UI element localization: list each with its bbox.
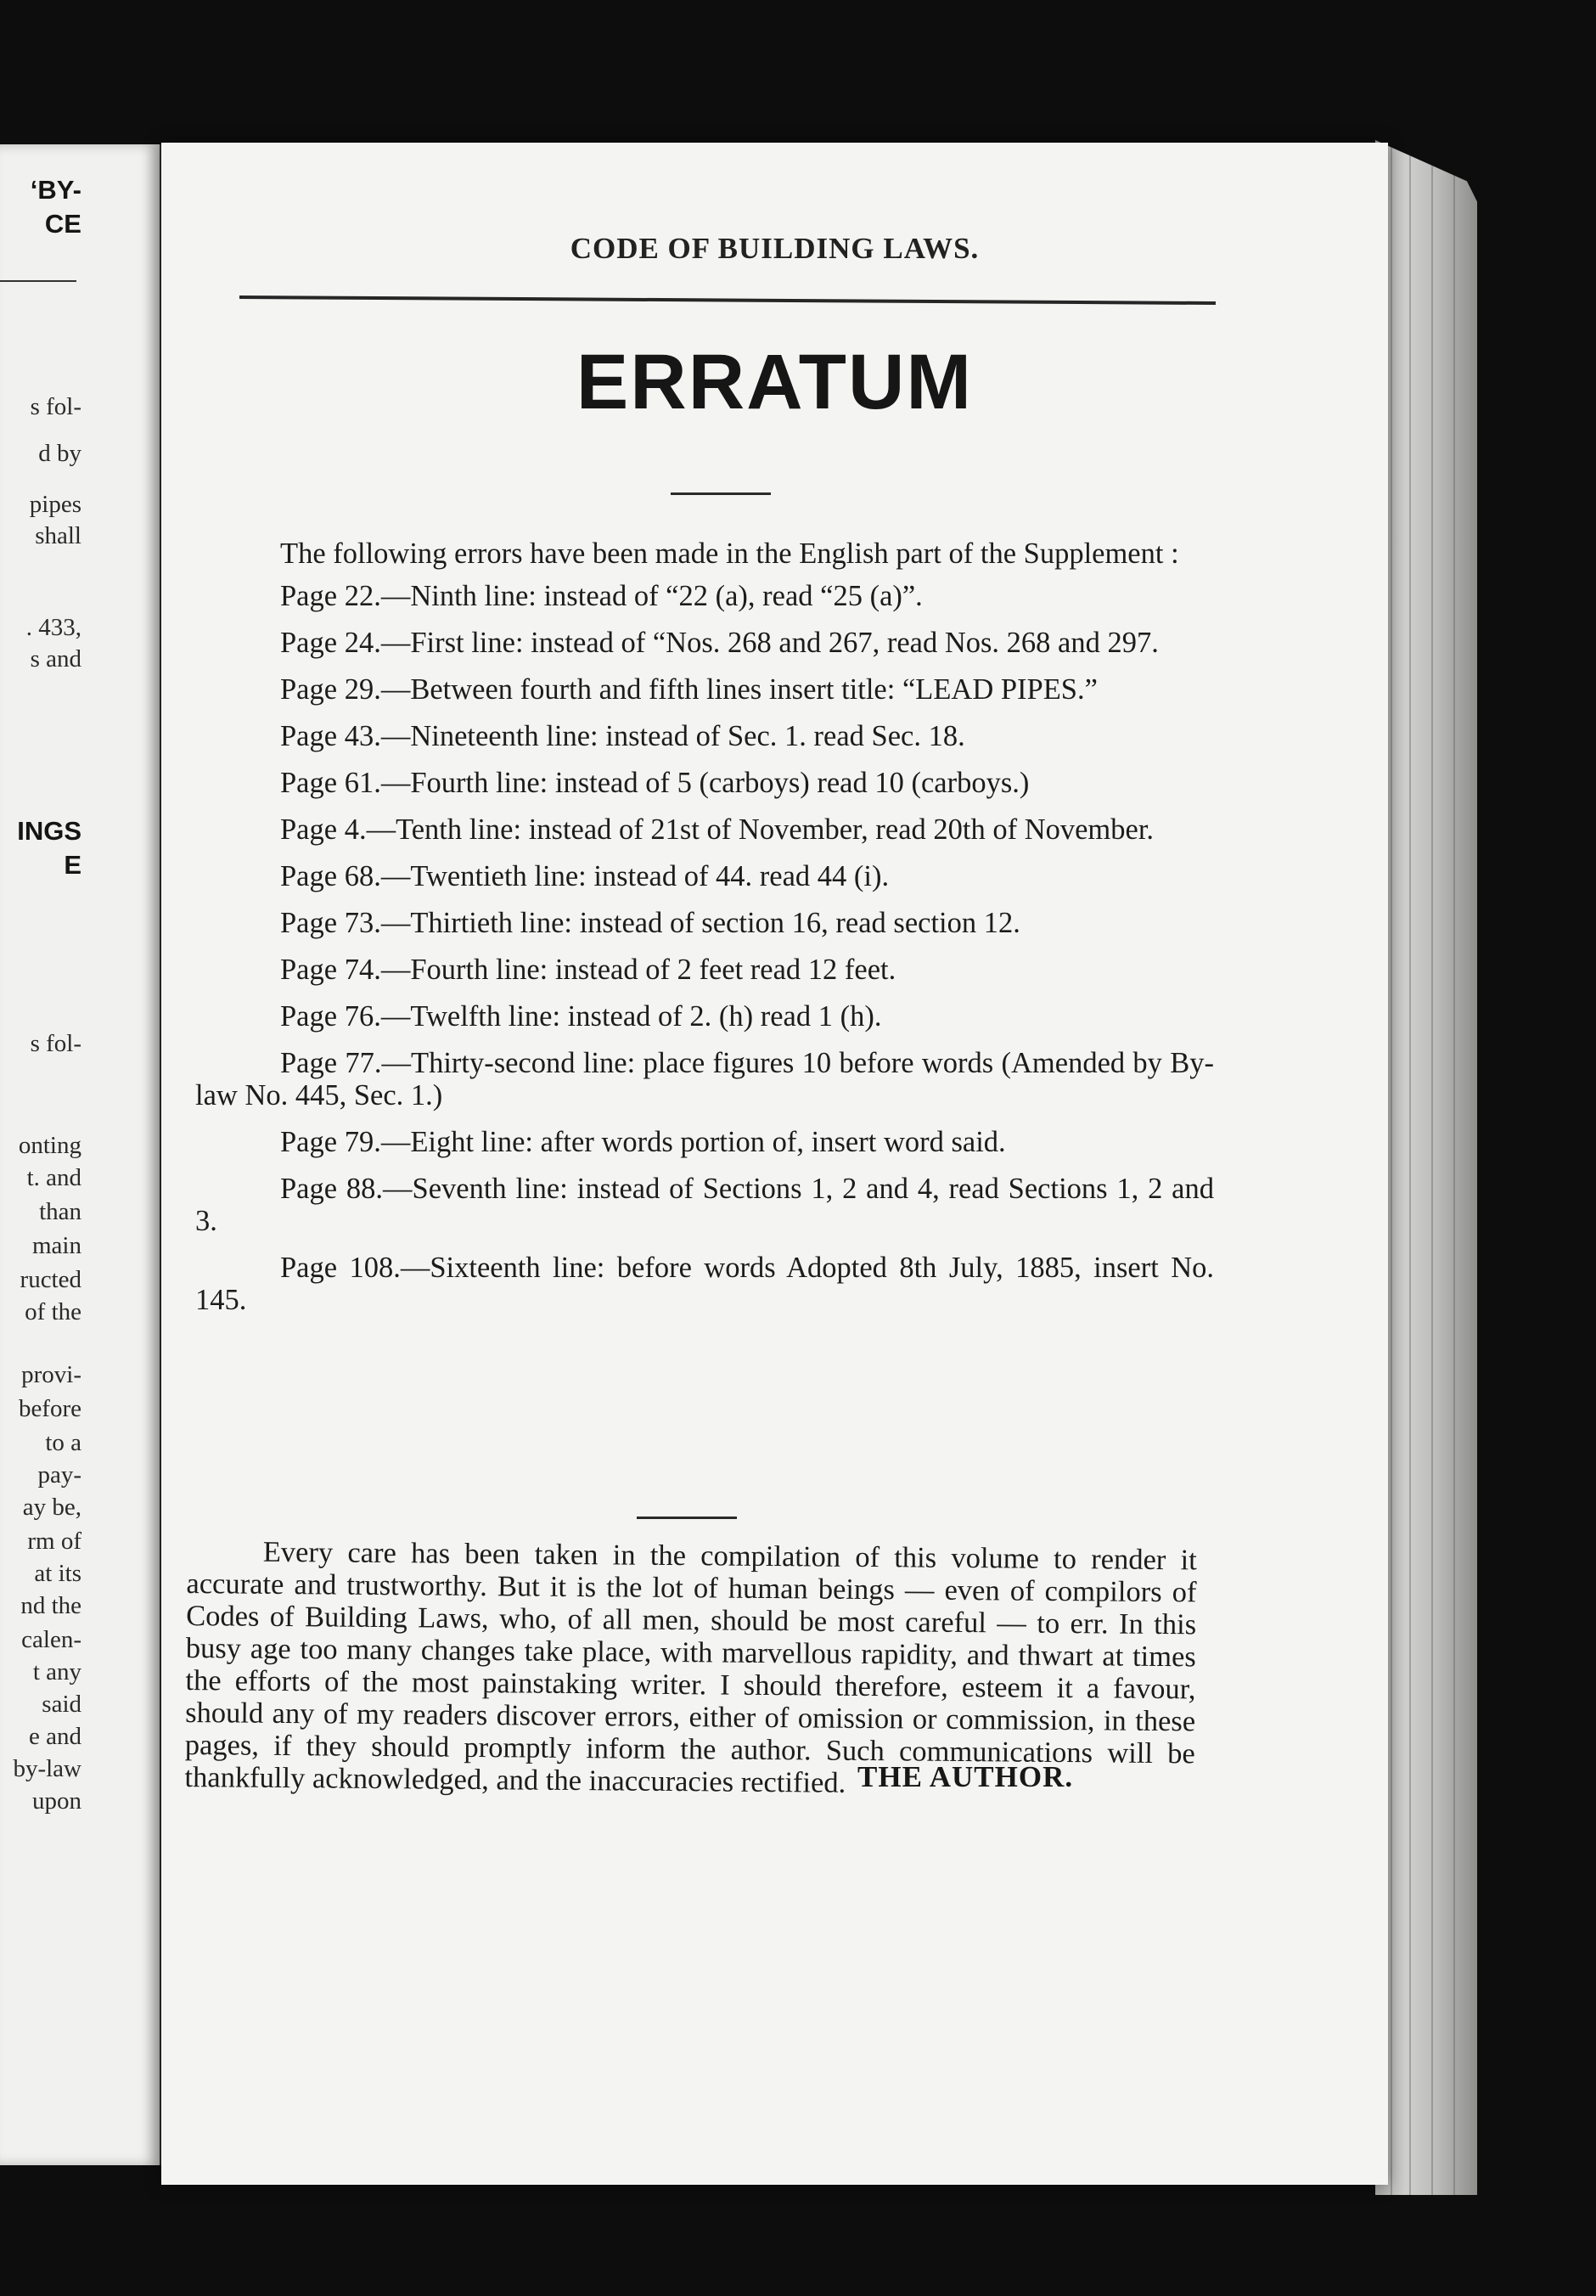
erratum-item: Page 43.—Nineteenth line: instead of Sec. 1. read Sec. 18.	[280, 720, 965, 752]
header-rule	[239, 295, 1216, 305]
left-page-text-fragment: s and	[30, 645, 81, 672]
erratum-item: Page 29.—Between fourth and fifth lines insert title: “LEAD PIPES.”	[280, 673, 1098, 706]
left-page-text-fragment: nd the	[20, 1592, 81, 1619]
left-page-text-fragment: pay-	[37, 1461, 81, 1488]
left-page-text-fragment: ‘BY-	[30, 175, 81, 205]
left-page-text-fragment: provi-	[21, 1361, 81, 1388]
left-page-text-fragment: at its	[34, 1560, 81, 1587]
left-page-text-fragment: ructed	[20, 1266, 81, 1293]
erratum-intro: The following errors have been made in the English part of the Supplement :	[280, 537, 1179, 570]
erratum-item: Page 88.—Seventh line: instead of Sections 1, 2 and 4, read Sections 1, 2 and 3.	[195, 1173, 1214, 1237]
left-page-text-fragment: d by	[38, 440, 81, 467]
erratum-item: Page 108.—Sixteenth line: before words Adopted 8th July, 1885, insert No. 145.	[195, 1252, 1214, 1316]
left-page-text-fragment: t any	[32, 1658, 81, 1685]
left-page-text-fragment: s fol-	[30, 1030, 81, 1057]
left-page-text-fragment: pipes	[29, 491, 81, 518]
page-edge-stack	[1375, 140, 1477, 2195]
erratum-item: Page 4.—Tenth line: instead of 21st of November, read 20th of November.	[280, 813, 1155, 846]
erratum-list	[195, 580, 1214, 1316]
left-page-text-fragment: e and	[29, 1723, 81, 1750]
ornament-rule	[671, 492, 771, 495]
left-page-text-fragment: by-law	[13, 1755, 81, 1782]
erratum-item: Page 68.—Twentieth line: instead of 44. read 44 (i).	[280, 860, 890, 892]
erratum-page	[161, 143, 1388, 2185]
erratum-item: Page 79.—Eight line: after words portion of, insert word said.	[280, 1126, 1006, 1158]
erratum-body	[195, 537, 1214, 1331]
section-divider	[637, 1517, 737, 1519]
erratum-item: Page 76.—Twelfth line: instead of 2. (h) read 1 (h).	[280, 1000, 882, 1033]
erratum-item: Page 77.—Thirty-second line: place figures 10 before words (Amended by By-law No. 445, Sec. 1.)	[195, 1047, 1214, 1111]
running-header: CODE OF BUILDING LAWS.	[570, 232, 980, 265]
erratum-item: Page 22.—Ninth line: instead of “22 (a), read “25 (a)”.	[280, 580, 923, 612]
closing-paragraph: Every care has been taken in the compilation of this volume to render it accurate and trustworthy. But it is the lot of human beings — even of compilors of Codes of Building Laws, who, of all men, should be most careful — to err. In this busy age too many changes take place, with marvellous rapidity, and thwart at times the efforts of the most painstaking writer. I should therefore, esteem it a favour, should any of my readers discover errors, either of omission or commission, in these pages, if they should promptly inform the author. Such communications will be thankfully acknowledged, and the inaccuracies rectified.	[184, 1535, 1197, 1799]
left-page-text-fragment: onting	[18, 1132, 81, 1159]
left-page-text-fragment: INGS	[17, 816, 81, 846]
erratum-item: Page 73.—Thirtieth line: instead of section 16, read section 12.	[280, 907, 1020, 939]
left-page-rule	[0, 280, 76, 282]
left-page-text-fragment: . 433,	[25, 614, 81, 641]
left-page	[0, 144, 160, 2165]
erratum-item: Page 74.—Fourth line: instead of 2 feet read 12 feet.	[280, 954, 896, 986]
left-page-text-fragment: E	[64, 850, 81, 880]
left-page-text-fragment: t. and	[26, 1164, 81, 1191]
left-page-text-fragment: of the	[25, 1298, 81, 1325]
left-page-text-fragment: than	[39, 1198, 81, 1225]
erratum-item: Page 24.—First line: instead of “Nos. 268 and 267, read Nos. 268 and 297.	[280, 627, 1159, 659]
erratum-item: Page 61.—Fourth line: instead of 5 (carboys) read 10 (carboys.)	[280, 767, 1030, 799]
left-page-text-fragment: ay be,	[22, 1494, 81, 1521]
author-signature: THE AUTHOR.	[857, 1760, 1074, 1793]
erratum-heading: ERRATUM	[576, 339, 974, 425]
left-page-text-fragment: upon	[32, 1787, 81, 1815]
left-page-text-fragment: before	[18, 1395, 81, 1422]
left-page-text-fragment: calen-	[21, 1626, 81, 1653]
left-page-text-fragment: s fol-	[30, 393, 81, 420]
left-page-text-fragment: to a	[45, 1429, 81, 1456]
left-page-text-fragment: shall	[35, 522, 81, 549]
left-page-text-fragment: main	[32, 1232, 81, 1259]
left-page-text-fragment: rm of	[27, 1528, 81, 1555]
left-page-text-fragment: said	[42, 1691, 81, 1718]
left-page-text-fragment: CE	[44, 209, 81, 239]
